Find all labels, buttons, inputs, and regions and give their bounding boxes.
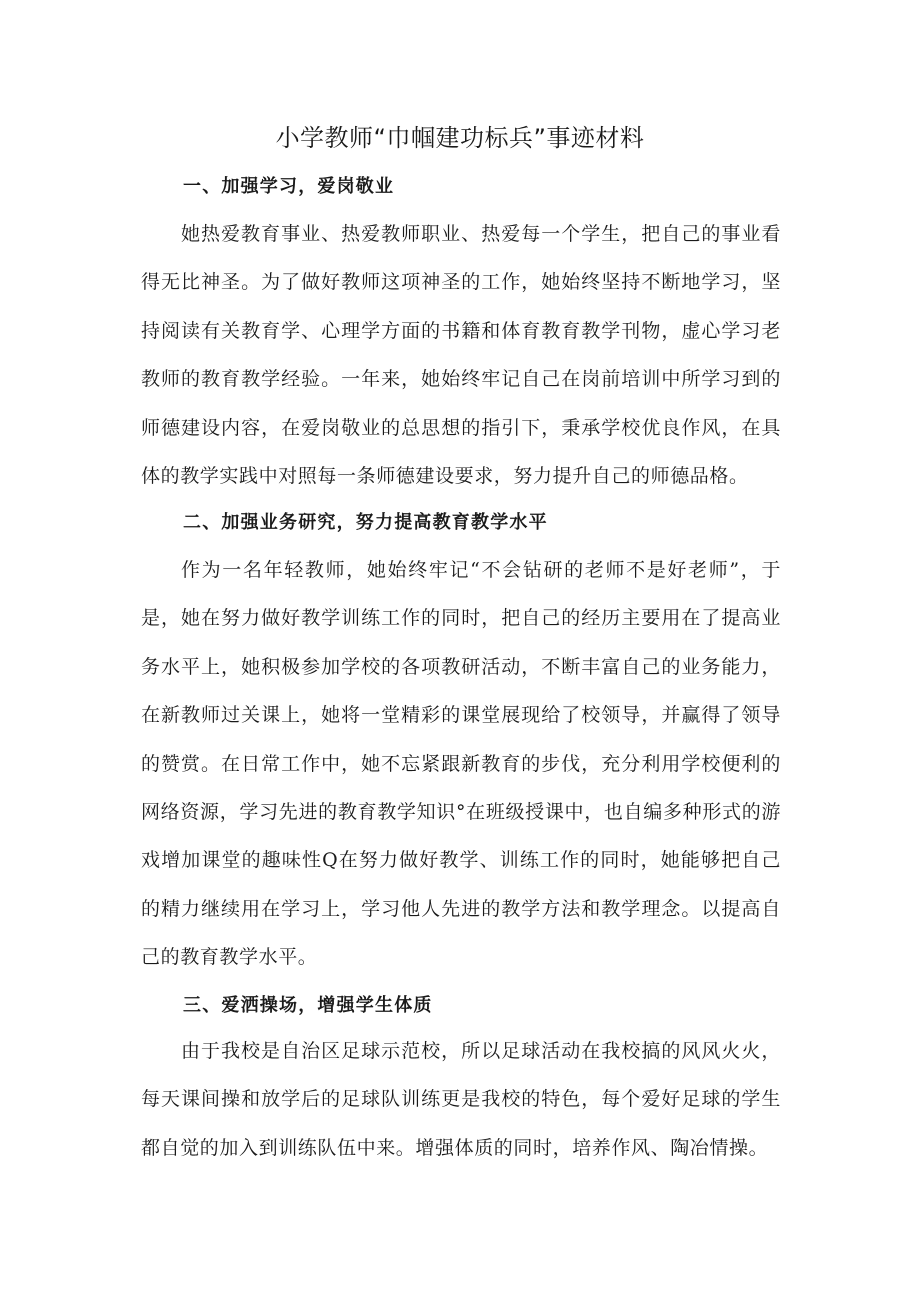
section-paragraph-3: 由于我校是自治区足球示范校，所以足球活动在我校搞的风风火火，每天课间操和放学后的足球队训练更是我校的特色，每个爱好足球的学生都自觉的加入到训练队伍中来。增强体质的同时，培养作风、陶冶情操。 bbox=[141, 1040, 781, 1159]
document-title: 小学教师“巾帼建功标兵”事迹材料 bbox=[275, 124, 645, 152]
section-paragraph-1: 她热爱教育事业、热爱教师职业、热爱每一个学生，把自己的事业看得无比神圣。为了做好教师这项神圣的工作，她始终坚持不断地学习，坚持阅读有关教育学、心理学方面的书籍和体育教育教学刊物，虚心学习老教师的教育教学经验。一年来，她始终牢记自己在岗前培训中所学习到的师德建设内容，在爱岗敬业的总思想的指引下，秉承学校优良作风，在具体的教学实践中对照每一条师德建设要求，努力提升自己的师德品格。 bbox=[141, 223, 781, 488]
section-paragraph-2: 作为一名年轻教师，她始终牢记“不会钻研的老师不是好老师”，于是，她在努力做好教学训练工作的同时，把自己的经历主要用在了提高业务水平上，她积极参加学校的各项教研活动，不断丰富自己的业务能力，在新教师过关课上，她将一堂精彩的课堂展现给了校领导，并赢得了领导的赞赏。在日常工作中，她不忘紧跟新教育的步伐，充分利用学校便利的网络资源，学习先进的教育教学知识°在班级授课中，也自编多种形式的游戏增加课堂的趣味性Q在努力做好教学、训练工作的同时，她能够把自己的精力继续用在学习上，学习他人先进的教学方法和教学理念。以提高自己的教育教学水平。 bbox=[141, 559, 781, 969]
section-heading-3: 三、爱洒操场，增强学生体质 bbox=[183, 995, 433, 1016]
section-heading-1: 一、加强学习，爱岗敬业 bbox=[183, 176, 395, 197]
section-heading-2: 二、加强业务研究，努力提高教育教学水平 bbox=[183, 512, 548, 533]
